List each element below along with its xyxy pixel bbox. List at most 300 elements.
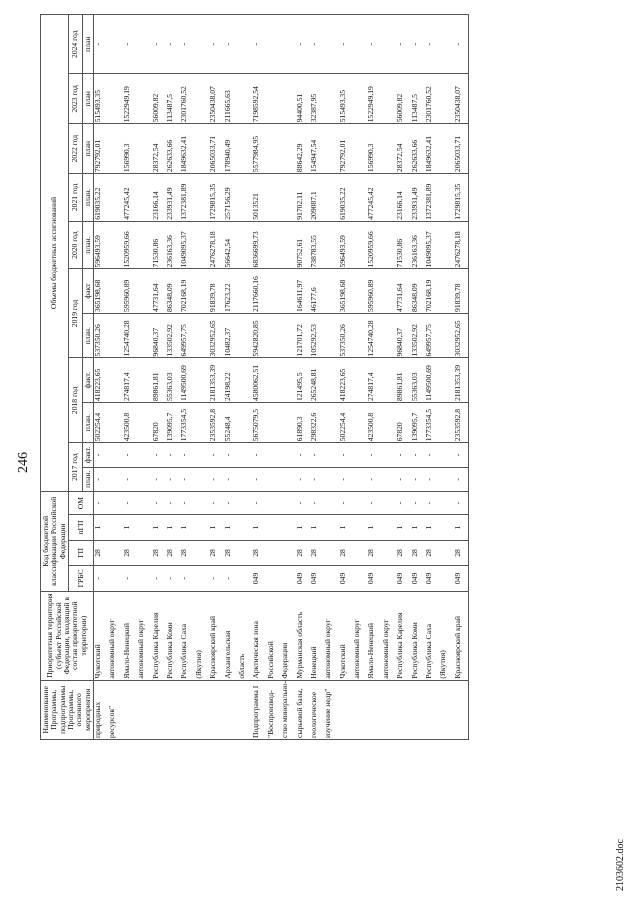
cell-p2020: 1520959,66	[123, 221, 137, 269]
cell-p2019: 537350,26	[94, 313, 109, 358]
cell-p2021	[324, 174, 338, 222]
cell-p2021: 5013521	[252, 174, 266, 222]
table-row	[296, 15, 310, 740]
cell-p2019: 5942820,85	[252, 313, 266, 358]
cell-om: -	[209, 492, 223, 515]
cell-p2019: 649957,75	[425, 313, 439, 358]
cell-p2024: -	[209, 15, 223, 74]
page-number: 246	[16, 452, 31, 473]
cell-p2024: -	[396, 15, 410, 74]
cell-pgp: 1	[411, 515, 425, 540]
cell-f2017	[195, 443, 209, 467]
cell-p2021: 619035,22	[94, 174, 109, 222]
cell-program	[180, 680, 194, 739]
header-year-2022: 2022 год	[69, 124, 83, 174]
cell-territory: область	[238, 591, 252, 680]
cell-p2017: -	[425, 467, 439, 491]
cell-gp	[382, 540, 396, 565]
cell-pgp: 1	[252, 515, 266, 540]
cell-om: -	[310, 492, 324, 515]
cell-f2018: 418223,65	[94, 358, 109, 403]
cell-pgp	[439, 515, 453, 540]
cell-om	[267, 492, 281, 515]
cell-grbs: 049	[367, 566, 381, 591]
cell-om: -	[411, 492, 425, 515]
cell-pgp	[137, 515, 151, 540]
cell-p2019: 537350,26	[339, 313, 353, 358]
cell-p2017: -	[152, 467, 166, 491]
cell-p2019: 3032952,65	[454, 313, 469, 358]
cell-f2017: -	[94, 443, 109, 467]
cell-f2017	[108, 443, 122, 467]
cell-gp	[439, 540, 453, 565]
cell-gp: 28	[310, 540, 324, 565]
cell-p2024: -	[411, 15, 425, 74]
header-pgp: пГП	[69, 515, 94, 540]
cell-p2022	[324, 124, 338, 174]
cell-p2017	[439, 467, 453, 491]
cell-program: "Воспроизвод-	[267, 680, 281, 739]
cell-p2023: 7198592,54	[252, 74, 266, 124]
cell-program: сырьевой базы,	[296, 680, 310, 739]
cell-p2018: 423500,8	[123, 402, 137, 442]
header-gp: ГП	[69, 540, 94, 565]
cell-p2023: 32387,95	[310, 74, 324, 124]
cell-program	[224, 680, 238, 739]
cell-grbs	[353, 566, 367, 591]
cell-territory: Чукотский	[339, 591, 353, 680]
cell-om	[137, 492, 151, 515]
cell-p2017: -	[166, 467, 180, 491]
cell-territory: автономный округ	[108, 591, 122, 680]
cell-p2021	[353, 174, 367, 222]
cell-program	[425, 680, 439, 739]
cell-f2017: -	[425, 443, 439, 467]
cell-p2017	[382, 467, 396, 491]
cell-gp: 28	[166, 540, 180, 565]
cell-p2019: 121701,72	[296, 313, 310, 358]
cell-f2017	[439, 443, 453, 467]
cell-p2018	[195, 402, 209, 442]
cell-f2018: 2181353,39	[209, 358, 223, 403]
cell-p2021: 23166,14	[396, 174, 410, 222]
cell-p2020	[108, 221, 122, 269]
cell-p2020: 1049095,37	[180, 221, 194, 269]
cell-f2018: 24198,22	[224, 358, 238, 403]
cell-program	[396, 680, 410, 739]
cell-gp	[238, 540, 252, 565]
table-row	[180, 15, 194, 740]
cell-grbs	[324, 566, 338, 591]
cell-grbs: 049	[396, 566, 410, 591]
cell-p2024: -	[425, 15, 439, 74]
cell-p2022: 154947,54	[310, 124, 324, 174]
header-2018-fact: факт.	[82, 358, 93, 403]
cell-f2018	[108, 358, 122, 403]
cell-grbs	[195, 566, 209, 591]
cell-p2017: -	[224, 467, 238, 491]
cell-p2024	[382, 15, 396, 74]
cell-p2021	[137, 174, 151, 222]
cell-p2019	[281, 313, 295, 358]
cell-om: -	[94, 492, 109, 515]
cell-p2023: 113487,5	[411, 74, 425, 124]
cell-p2017: -	[396, 467, 410, 491]
cell-p2017: -	[180, 467, 194, 491]
cell-gp	[353, 540, 367, 565]
cell-program	[439, 680, 453, 739]
cell-p2018	[108, 402, 122, 442]
cell-territory: автономный округ	[382, 591, 396, 680]
cell-p2020: 2476278,18	[209, 221, 223, 269]
cell-p2020: 6836699,73	[252, 221, 266, 269]
cell-p2021: 257156,29	[224, 174, 238, 222]
cell-p2017	[324, 467, 338, 491]
cell-f2019	[439, 269, 453, 314]
cell-gp: 28	[152, 540, 166, 565]
table-row	[166, 15, 180, 740]
cell-pgp	[238, 515, 252, 540]
cell-p2017	[195, 467, 209, 491]
cell-f2019	[281, 269, 295, 314]
cell-program	[382, 680, 396, 739]
cell-grbs	[439, 566, 453, 591]
cell-p2019: 3032952,65	[209, 313, 223, 358]
cell-f2019: 702168,19	[425, 269, 439, 314]
header-program: Наименование Программы, подпрограммы Программы, основного мероприятия	[41, 680, 94, 739]
cell-program: ство минерально-	[281, 680, 295, 739]
cell-f2019	[195, 269, 209, 314]
cell-p2023	[353, 74, 367, 124]
cell-gp: 28	[396, 540, 410, 565]
cell-territory: Арктическая зона	[252, 591, 266, 680]
cell-p2022: 5577984,95	[252, 124, 266, 174]
cell-f2018: 55363,03	[166, 358, 180, 403]
cell-pgp	[195, 515, 209, 540]
cell-p2024: -	[123, 15, 137, 74]
cell-f2018: 121495,5	[296, 358, 310, 403]
cell-territory: Красноярский край	[209, 591, 223, 680]
cell-p2021: 23166,14	[152, 174, 166, 222]
cell-om: -	[123, 492, 137, 515]
cell-gp: 28	[180, 540, 194, 565]
cell-program	[166, 680, 180, 739]
cell-f2019	[267, 269, 281, 314]
cell-program	[353, 680, 367, 739]
cell-p2020: 596493,59	[94, 221, 109, 269]
cell-om	[108, 492, 122, 515]
cell-p2020: 1520959,66	[367, 221, 381, 269]
cell-p2023	[238, 74, 252, 124]
cell-p2017: -	[209, 467, 223, 491]
cell-p2022	[382, 124, 396, 174]
cell-p2023: 2350438,07	[209, 74, 223, 124]
cell-p2022: 1849632,41	[180, 124, 194, 174]
cell-p2023	[382, 74, 396, 124]
cell-f2018: 2181353,39	[454, 358, 469, 403]
cell-p2021	[108, 174, 122, 222]
cell-f2018: 1149500,69	[425, 358, 439, 403]
cell-grbs	[281, 566, 295, 591]
cell-om: -	[252, 492, 266, 515]
cell-p2022: 262633,66	[411, 124, 425, 174]
cell-p2022: 792792,01	[94, 124, 109, 174]
cell-p2020: 596493,59	[339, 221, 353, 269]
cell-pgp: 1	[94, 515, 109, 540]
cell-p2018: 61890,3	[296, 402, 310, 442]
cell-p2020: 738783,55	[310, 221, 324, 269]
cell-p2019	[238, 313, 252, 358]
cell-p2018: 502254,4	[339, 402, 353, 442]
cell-p2022: 88642,29	[296, 124, 310, 174]
cell-f2019	[353, 269, 367, 314]
cell-grbs: 049	[296, 566, 310, 591]
cell-p2017: -	[367, 467, 381, 491]
cell-p2024: -	[166, 15, 180, 74]
cell-p2024: -	[180, 15, 194, 74]
cell-f2019	[238, 269, 252, 314]
cell-f2017	[353, 443, 367, 467]
cell-gp	[324, 540, 338, 565]
cell-pgp: 1	[296, 515, 310, 540]
table-row	[137, 15, 151, 740]
cell-p2024: -	[310, 15, 324, 74]
cell-gp	[267, 540, 281, 565]
cell-territory: Ямало-Ненецкий	[123, 591, 137, 680]
cell-territory: Красноярский край	[454, 591, 469, 680]
cell-f2019: 86348,09	[411, 269, 425, 314]
cell-territory: Республика Саха	[180, 591, 194, 680]
cell-p2019	[353, 313, 367, 358]
cell-gp	[281, 540, 295, 565]
cell-grbs: -	[166, 566, 180, 591]
cell-pgp: 1	[396, 515, 410, 540]
cell-om: -	[425, 492, 439, 515]
cell-gp: 28	[339, 540, 353, 565]
cell-gp: 28	[296, 540, 310, 565]
cell-p2019: 133502,92	[166, 313, 180, 358]
cell-pgp: 1	[454, 515, 469, 540]
cell-p2017	[267, 467, 281, 491]
cell-grbs: 049	[252, 566, 266, 591]
cell-p2019	[382, 313, 396, 358]
cell-pgp	[324, 515, 338, 540]
header-budget-code: Код бюджетной классификации Российской Федерации	[41, 492, 69, 592]
cell-f2019: 365198,68	[339, 269, 353, 314]
cell-f2017: -	[123, 443, 137, 467]
cell-p2020: 71530,86	[152, 221, 166, 269]
cell-grbs	[267, 566, 281, 591]
cell-grbs: 049	[425, 566, 439, 591]
cell-p2021: 619035,22	[339, 174, 353, 222]
cell-f2019: 91839,78	[209, 269, 223, 314]
cell-f2019: 46177,6	[310, 269, 324, 314]
cell-p2021: 477245,42	[367, 174, 381, 222]
cell-p2020	[382, 221, 396, 269]
header-year-2020: 2020 год	[69, 221, 83, 269]
header-2023-plan: план	[82, 74, 93, 124]
cell-p2022: 792792,01	[339, 124, 353, 174]
cell-f2017	[324, 443, 338, 467]
cell-f2018: 274817,4	[367, 358, 381, 403]
table-row	[367, 15, 381, 740]
table-row	[439, 15, 453, 740]
cell-p2022: 262633,66	[166, 124, 180, 174]
cell-p2017	[238, 467, 252, 491]
cell-om	[353, 492, 367, 515]
header-2017-fact: факт.	[82, 443, 93, 467]
cell-p2019	[108, 313, 122, 358]
cell-p2017: -	[123, 467, 137, 491]
cell-grbs: -	[123, 566, 137, 591]
cell-f2018	[324, 358, 338, 403]
cell-om: -	[367, 492, 381, 515]
cell-pgp	[267, 515, 281, 540]
cell-p2021	[238, 174, 252, 222]
cell-f2017: -	[296, 443, 310, 467]
cell-f2019	[137, 269, 151, 314]
cell-grbs	[382, 566, 396, 591]
cell-p2017: -	[411, 467, 425, 491]
cell-p2021	[382, 174, 396, 222]
cell-p2022: 156990,3	[123, 124, 137, 174]
cell-f2017: -	[180, 443, 194, 467]
cell-grbs: 049	[411, 566, 425, 591]
cell-p2022: 2065033,71	[209, 124, 223, 174]
cell-p2024: -	[454, 15, 469, 74]
cell-p2024: -	[152, 15, 166, 74]
cell-grbs: -	[209, 566, 223, 591]
cell-om	[238, 492, 252, 515]
cell-f2017: -	[224, 443, 238, 467]
footer-document-code: 2103602.doc	[615, 839, 626, 891]
cell-f2017: -	[454, 443, 469, 467]
cell-om: -	[296, 492, 310, 515]
cell-territory: (Якутия)	[195, 591, 209, 680]
cell-p2022: 1849632,41	[425, 124, 439, 174]
table-body	[94, 15, 469, 740]
table-row	[152, 15, 166, 740]
cell-gp: 28	[209, 540, 223, 565]
cell-p2020	[238, 221, 252, 269]
cell-p2018: 2353592,8	[209, 402, 223, 442]
cell-f2017	[137, 443, 151, 467]
table-row	[281, 15, 295, 740]
cell-p2021	[439, 174, 453, 222]
cell-p2024	[137, 15, 151, 74]
header-om: ОМ	[69, 492, 94, 515]
table-row	[353, 15, 367, 740]
cell-p2023: 2301760,52	[425, 74, 439, 124]
cell-p2018: 423500,8	[367, 402, 381, 442]
cell-p2021: 1372381,89	[180, 174, 194, 222]
cell-p2017: -	[339, 467, 353, 491]
cell-f2018: 4580062,51	[252, 358, 266, 403]
cell-p2020: 90752,61	[296, 221, 310, 269]
cell-p2017: -	[310, 467, 324, 491]
cell-p2018	[324, 402, 338, 442]
cell-om: -	[166, 492, 180, 515]
table-row	[454, 15, 469, 740]
cell-program: природных	[94, 680, 109, 739]
header-year-2017: 2017 год	[69, 443, 83, 492]
cell-gp	[137, 540, 151, 565]
cell-p2018	[439, 402, 453, 442]
cell-pgp	[108, 515, 122, 540]
cell-p2024	[108, 15, 122, 74]
cell-p2019	[439, 313, 453, 358]
table-row	[94, 15, 109, 740]
cell-f2019: 86348,09	[166, 269, 180, 314]
cell-territory: автономный округ	[353, 591, 367, 680]
cell-f2018	[382, 358, 396, 403]
cell-f2017	[267, 443, 281, 467]
table-row	[108, 15, 122, 740]
cell-p2023	[108, 74, 122, 124]
cell-p2021: 91702,11	[296, 174, 310, 222]
cell-program	[454, 680, 469, 739]
cell-territory: Российской	[267, 591, 281, 680]
cell-grbs: 049	[310, 566, 324, 591]
cell-f2018: 274817,4	[123, 358, 137, 403]
cell-p2022	[137, 124, 151, 174]
cell-gp	[108, 540, 122, 565]
cell-program	[238, 680, 252, 739]
cell-p2019	[267, 313, 281, 358]
cell-p2018	[281, 402, 295, 442]
cell-p2020: 236163,36	[166, 221, 180, 269]
cell-p2018: 298322,6	[310, 402, 324, 442]
cell-om	[439, 492, 453, 515]
cell-p2020: 71530,86	[396, 221, 410, 269]
table-row	[411, 15, 425, 740]
cell-program: геологическое	[310, 680, 324, 739]
cell-p2018: 139095,7	[411, 402, 425, 442]
cell-pgp: 1	[180, 515, 194, 540]
cell-p2018	[382, 402, 396, 442]
cell-om: -	[180, 492, 194, 515]
cell-program: изучение недр"	[324, 680, 338, 739]
cell-gp: 28	[425, 540, 439, 565]
cell-f2019	[108, 269, 122, 314]
cell-p2019: 1254740,28	[367, 313, 381, 358]
cell-f2018: 55363,03	[411, 358, 425, 403]
cell-program	[152, 680, 166, 739]
table-row	[310, 15, 324, 740]
budget-table	[40, 14, 469, 740]
cell-p2017: -	[94, 467, 109, 491]
cell-p2019: 96840,37	[152, 313, 166, 358]
cell-p2018: 1773354,5	[180, 402, 194, 442]
cell-om: -	[224, 492, 238, 515]
cell-f2017	[238, 443, 252, 467]
table-row	[252, 15, 266, 740]
header-grbs: ГРБС	[69, 566, 94, 591]
cell-pgp: 1	[209, 515, 223, 540]
cell-p2023	[324, 74, 338, 124]
cell-p2022: 2065033,71	[454, 124, 469, 174]
table-row	[123, 15, 137, 740]
cell-p2018	[267, 402, 281, 442]
cell-territory: автономный округ	[137, 591, 151, 680]
cell-pgp	[382, 515, 396, 540]
cell-f2018: 265248,81	[310, 358, 324, 403]
cell-p2024: -	[252, 15, 266, 74]
cell-p2018	[353, 402, 367, 442]
cell-p2018: 2353592,8	[454, 402, 469, 442]
cell-gp	[195, 540, 209, 565]
cell-p2019: 649957,75	[180, 313, 194, 358]
